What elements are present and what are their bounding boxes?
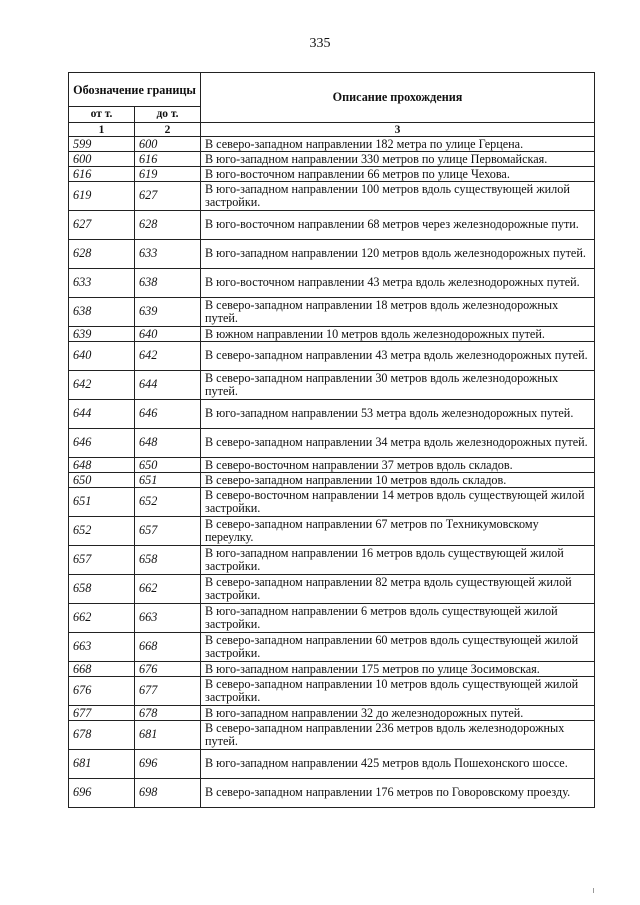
- table-row: [69, 458, 595, 473]
- table-row: [69, 575, 595, 604]
- to-point-cell: 677: [135, 677, 201, 706]
- table-row: [69, 269, 595, 298]
- to-point-cell: 628: [135, 211, 201, 240]
- from-point-cell: 628: [69, 240, 135, 269]
- from-point-cell: 663: [69, 633, 135, 662]
- to-point-cell: 663: [135, 604, 201, 633]
- to-point-cell: 651: [135, 473, 201, 488]
- table-row: [69, 546, 595, 575]
- description-cell: В северо-западном направлении 10 метров вдоль складов.: [201, 473, 595, 488]
- from-point-cell: 678: [69, 721, 135, 750]
- table-row: [69, 327, 595, 342]
- description-cell: В северо-восточном направлении 14 метров вдоль существующей жилой застройки.: [201, 488, 595, 517]
- table-row: [69, 662, 595, 677]
- description-cell: В северо-восточном направлении 37 метров вдоль складов.: [201, 458, 595, 473]
- description-cell: В юго-западном направлении 330 метров по улице Первомайская.: [201, 152, 595, 167]
- header-description: Описание прохождения: [201, 73, 595, 123]
- description-cell: В южном направлении 10 метров вдоль железнодорожных путей.: [201, 327, 595, 342]
- description-cell: В юго-восточном направлении 43 метра вдоль железнодорожных путей.: [201, 269, 595, 298]
- header-col-number-3: 3: [201, 123, 595, 137]
- to-point-cell: 642: [135, 342, 201, 371]
- table-row: [69, 371, 595, 400]
- description-cell: В юго-восточном направлении 66 метров по улице Чехова.: [201, 167, 595, 182]
- description-cell: В северо-западном направлении 182 метра по улице Герцена.: [201, 137, 595, 152]
- description-cell: В юго-западном направлении 6 метров вдоль существующей жилой застройки.: [201, 604, 595, 633]
- from-point-cell: 648: [69, 458, 135, 473]
- to-point-cell: 658: [135, 546, 201, 575]
- table-row: [69, 706, 595, 721]
- table-row: [69, 137, 595, 152]
- from-point-cell: 644: [69, 400, 135, 429]
- to-point-cell: 698: [135, 779, 201, 808]
- description-cell: В юго-западном направлении 425 метров вдоль Пошехонского шоссе.: [201, 750, 595, 779]
- table-body: [69, 137, 595, 808]
- to-point-cell: 627: [135, 182, 201, 211]
- header-col-number-1: 1: [69, 123, 135, 137]
- description-cell: В юго-западном направлении 120 метров вдоль железнодорожных путей.: [201, 240, 595, 269]
- from-point-cell: 651: [69, 488, 135, 517]
- to-point-cell: 633: [135, 240, 201, 269]
- header-from-point: от т.: [69, 107, 135, 123]
- description-cell: В северо-западном направлении 30 метров вдоль железнодорожных путей.: [201, 371, 595, 400]
- from-point-cell: 650: [69, 473, 135, 488]
- table-row: [69, 240, 595, 269]
- from-point-cell: 633: [69, 269, 135, 298]
- description-cell: В юго-западном направлении 32 до железнодорожных путей.: [201, 706, 595, 721]
- table-row: [69, 211, 595, 240]
- table-row: [69, 604, 595, 633]
- from-point-cell: 616: [69, 167, 135, 182]
- to-point-cell: 648: [135, 429, 201, 458]
- to-point-cell: 652: [135, 488, 201, 517]
- table-row: [69, 182, 595, 211]
- description-cell: В северо-западном направлении 236 метров вдоль железнодорожных путей.: [201, 721, 595, 750]
- from-point-cell: 600: [69, 152, 135, 167]
- from-point-cell: 668: [69, 662, 135, 677]
- to-point-cell: 616: [135, 152, 201, 167]
- description-cell: В северо-западном направлении 60 метров вдоль существующей жилой застройки.: [201, 633, 595, 662]
- from-point-cell: 652: [69, 517, 135, 546]
- description-cell: В юго-восточном направлении 68 метров через железнодорожные пути.: [201, 211, 595, 240]
- description-cell: В северо-западном направлении 43 метра вдоль железнодорожных путей.: [201, 342, 595, 371]
- table-row: [69, 677, 595, 706]
- table-row: [69, 167, 595, 182]
- header-col-number-2: 2: [135, 123, 201, 137]
- from-point-cell: 657: [69, 546, 135, 575]
- to-point-cell: 619: [135, 167, 201, 182]
- from-point-cell: 638: [69, 298, 135, 327]
- description-cell: В северо-западном направлении 18 метров вдоль железнодорожных путей.: [201, 298, 595, 327]
- table-row: [69, 633, 595, 662]
- table-row: [69, 400, 595, 429]
- to-point-cell: 678: [135, 706, 201, 721]
- table-row: [69, 517, 595, 546]
- to-point-cell: 657: [135, 517, 201, 546]
- description-cell: В северо-западном направлении 82 метра вдоль существующей жилой застройки.: [201, 575, 595, 604]
- description-cell: В северо-западном направлении 67 метров по Техникумовскому переулку.: [201, 517, 595, 546]
- table-row: [69, 429, 595, 458]
- from-point-cell: 599: [69, 137, 135, 152]
- to-point-cell: 600: [135, 137, 201, 152]
- to-point-cell: 644: [135, 371, 201, 400]
- table-row: [69, 488, 595, 517]
- table-row: [69, 750, 595, 779]
- from-point-cell: 677: [69, 706, 135, 721]
- from-point-cell: 642: [69, 371, 135, 400]
- header-boundary-designation: Обозначение границы: [69, 73, 201, 107]
- edge-mark: [593, 888, 594, 893]
- description-cell: В юго-западном направлении 100 метров вдоль существующей жилой застройки.: [201, 182, 595, 211]
- description-cell: В северо-западном направлении 34 метра вдоль железнодорожных путей.: [201, 429, 595, 458]
- header-to-point: до т.: [135, 107, 201, 123]
- from-point-cell: 696: [69, 779, 135, 808]
- to-point-cell: 639: [135, 298, 201, 327]
- table-row: [69, 298, 595, 327]
- to-point-cell: 696: [135, 750, 201, 779]
- description-cell: В юго-западном направлении 175 метров по улице Зосимовская.: [201, 662, 595, 677]
- from-point-cell: 681: [69, 750, 135, 779]
- boundary-description-table: [68, 72, 595, 808]
- from-point-cell: 646: [69, 429, 135, 458]
- description-cell: В юго-западном направлении 16 метров вдоль существующей жилой застройки.: [201, 546, 595, 575]
- description-cell: В северо-западном направлении 10 метров вдоль существующей жилой застройки.: [201, 677, 595, 706]
- from-point-cell: 619: [69, 182, 135, 211]
- to-point-cell: 668: [135, 633, 201, 662]
- page-number: 335: [309, 36, 331, 51]
- table-row: [69, 721, 595, 750]
- to-point-cell: 662: [135, 575, 201, 604]
- to-point-cell: 681: [135, 721, 201, 750]
- to-point-cell: 638: [135, 269, 201, 298]
- description-cell: В северо-западном направлении 176 метров по Говоровскому проезду.: [201, 779, 595, 808]
- to-point-cell: 676: [135, 662, 201, 677]
- table-row: [69, 473, 595, 488]
- from-point-cell: 676: [69, 677, 135, 706]
- to-point-cell: 646: [135, 400, 201, 429]
- from-point-cell: 639: [69, 327, 135, 342]
- from-point-cell: 640: [69, 342, 135, 371]
- from-point-cell: 658: [69, 575, 135, 604]
- from-point-cell: 627: [69, 211, 135, 240]
- to-point-cell: 640: [135, 327, 201, 342]
- table-row: [69, 152, 595, 167]
- description-cell: В юго-западном направлении 53 метра вдоль железнодорожных путей.: [201, 400, 595, 429]
- table-row: [69, 342, 595, 371]
- to-point-cell: 650: [135, 458, 201, 473]
- from-point-cell: 662: [69, 604, 135, 633]
- table-row: [69, 779, 595, 808]
